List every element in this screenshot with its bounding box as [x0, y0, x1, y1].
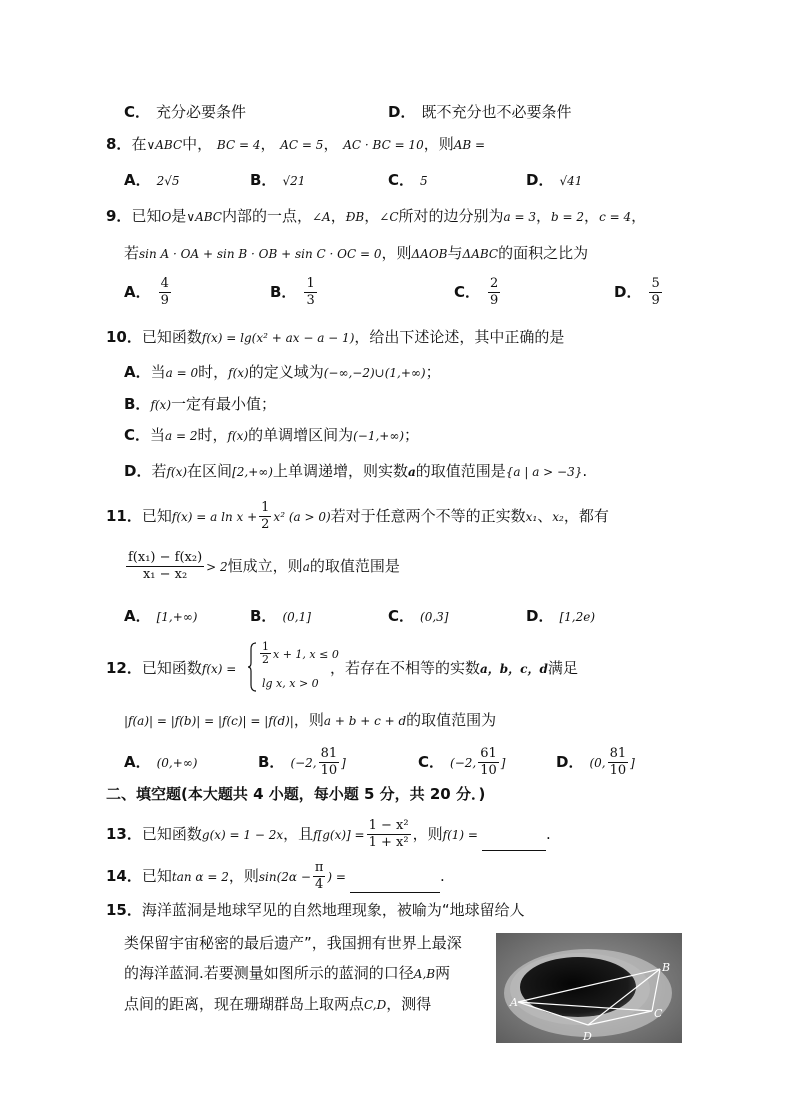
question-number: 15． [106, 901, 142, 919]
piecewise-case-2: lg x, x > 0 [262, 677, 319, 690]
text: ，测得 [386, 995, 432, 1013]
denominator: 3 [306, 293, 315, 308]
math: ∨ABC [146, 138, 183, 152]
answer-blank[interactable] [482, 836, 546, 851]
text: 时， [198, 363, 229, 381]
q7-option-c [124, 102, 246, 122]
denominator: 4 [315, 877, 324, 892]
text: ， [260, 135, 276, 153]
math: ÐB [345, 210, 365, 224]
math: f(x) [150, 398, 172, 412]
numerator: 4 [160, 276, 169, 291]
text: ，则 [381, 244, 412, 262]
text: . [582, 462, 588, 480]
math: {a | a > −3} [505, 465, 583, 479]
option-label: B． [270, 283, 297, 301]
option-label: A． [124, 283, 151, 301]
text: 在区间 [187, 462, 233, 480]
math: (−1,+∞) [353, 429, 405, 443]
fraction [313, 860, 326, 893]
math: A,B [413, 967, 436, 981]
text: ，若存在不相等的实数 [330, 659, 481, 677]
fraction [608, 746, 629, 779]
q8-option-c [388, 170, 428, 191]
math: O [161, 210, 172, 224]
option-label: B． [124, 395, 151, 413]
q11-option-b [250, 606, 311, 627]
section-heading: 二、填空题(本大题共 4 小题，每小题 5 分，共 20 分．) [106, 785, 486, 803]
fraction [367, 818, 411, 851]
math: g(x) = 1 − 2x [201, 828, 284, 842]
q9-stem-line2 [124, 243, 588, 264]
text: ，则 [293, 711, 324, 729]
option-label: A． [124, 753, 151, 771]
q14-stem [106, 860, 445, 893]
text: . [545, 825, 551, 843]
text: ， [584, 207, 600, 225]
q8-stem [106, 134, 485, 155]
q13-stem [106, 818, 551, 851]
text: ，给出下述论述，其中正确的是 [354, 328, 565, 346]
text: ，且 [283, 825, 314, 843]
math: (−2, [450, 756, 477, 770]
question-number: 8． [106, 135, 132, 153]
text: 两 [435, 964, 451, 982]
math: BC = 4 [216, 138, 261, 152]
text: ，都有 [563, 507, 609, 525]
brace-icon [248, 641, 258, 693]
denominator: 10 [320, 763, 338, 778]
numerator: 1 − x² [368, 818, 409, 833]
text: 所对的边分别为 [398, 207, 504, 225]
option-text: (0,3] [420, 610, 449, 624]
text: 时， [197, 426, 228, 444]
text: 海洋蓝洞是地球罕见的自然地理现象，被喻为“地球留给人 [141, 901, 525, 919]
option-label: C． [124, 103, 151, 121]
numerator: π [314, 860, 324, 875]
numerator: 61 [480, 746, 497, 761]
math: ∨ABC [186, 210, 222, 224]
q11-option-d [526, 606, 595, 627]
q10-option-a [124, 362, 441, 383]
math: sin(2α − [258, 870, 311, 884]
fraction [159, 276, 171, 309]
math: f(x) = [201, 662, 237, 676]
text: 恒成立，则 [227, 557, 303, 575]
q7-option-d [388, 102, 571, 122]
fraction [126, 550, 204, 583]
question-number: 14． [106, 867, 142, 885]
math: a + b + c + d [323, 714, 407, 728]
math: sin A · OA + sin B · OB + sin C · OC = 0 [139, 247, 382, 261]
text: ， [631, 207, 647, 225]
math: ΔAOB [411, 247, 448, 261]
denominator: 1 + x² [368, 835, 409, 850]
math: [2,+∞) [232, 465, 273, 479]
text: 的定义域为 [248, 363, 324, 381]
denominator: 2 [261, 517, 270, 532]
math: f[g(x)] = [313, 828, 365, 842]
math: AC = 5 [280, 138, 324, 152]
text: ， [364, 207, 380, 225]
q10-option-d [124, 461, 587, 482]
q12-option-a [124, 752, 197, 773]
option-text: 既不充分也不必要条件 [421, 103, 572, 121]
math: c = 4 [599, 210, 632, 224]
math: tan α = 2 [171, 870, 229, 884]
math: (−∞,−2)∪(1,+∞) [323, 366, 426, 380]
answer-blank[interactable] [350, 878, 440, 893]
option-label: A． [124, 607, 151, 625]
text: 已知 [141, 507, 172, 525]
q15-line4 [124, 994, 431, 1015]
math: (−2, [290, 756, 317, 770]
fraction [478, 746, 499, 779]
q11-stem-line1 [106, 500, 609, 533]
denominator: 10 [480, 763, 497, 778]
q9-option-b [270, 276, 319, 309]
math: ] [500, 756, 506, 770]
math: ] [341, 756, 346, 770]
text: 已知函数 [141, 659, 202, 677]
q11-option-c [388, 606, 448, 627]
q9-option-c [454, 276, 502, 309]
option-text: (0,+∞) [156, 756, 198, 770]
fraction [260, 641, 271, 666]
math: x₁ [525, 510, 538, 524]
math: x₂ [552, 510, 564, 524]
text: 已知 [131, 207, 162, 225]
option-label: D． [388, 103, 416, 121]
text: 的取值范围为 [406, 711, 497, 729]
q12-stem-line1-tail [330, 658, 578, 679]
point-label-c: C [654, 1007, 663, 1020]
text: ， [330, 207, 346, 225]
math: ] [630, 756, 635, 770]
q10-option-c [124, 425, 419, 446]
text: 的海洋蓝洞.若要测量如图所示的蓝洞的口径 [124, 964, 414, 982]
math: ∠C [379, 210, 399, 224]
option-label: A． [124, 363, 151, 381]
text: 若对于任意两个不等的正实数 [330, 507, 526, 525]
text: 中， [182, 135, 213, 153]
text: 的单调增区间为 [248, 426, 354, 444]
q12-option-c [418, 746, 505, 779]
math: (0, [589, 756, 606, 770]
math: f(x) [228, 366, 249, 380]
text: 的取值范围是 [309, 557, 400, 575]
math: a [407, 465, 416, 479]
option-label: B． [250, 171, 277, 189]
option-label: C． [454, 283, 481, 301]
q8-option-a [124, 170, 180, 191]
piecewise-case-1 [258, 641, 339, 666]
question-number: 13． [106, 825, 142, 843]
numerator: 1 [261, 500, 270, 515]
q9-option-d [614, 276, 664, 309]
text: ， [323, 135, 339, 153]
math: ∠A [312, 210, 331, 224]
text: 已知 [141, 867, 172, 885]
text: ，则 [412, 825, 443, 843]
q11-stem-line2 [124, 548, 400, 585]
math: f(x) = lg(x² + ax − a − 1) [201, 331, 355, 345]
text: 在 [131, 135, 147, 153]
question-number: 11． [106, 507, 142, 525]
denominator: 2 [262, 653, 269, 666]
q9-option-a [124, 276, 173, 309]
option-label: D． [556, 753, 584, 771]
text: 的取值范围是 [415, 462, 506, 480]
denominator: 10 [609, 763, 627, 778]
text: 当 [150, 426, 166, 444]
option-label: B． [258, 753, 285, 771]
fraction [319, 746, 340, 779]
option-label: D． [614, 283, 642, 301]
math: a = 3 [503, 210, 537, 224]
text: . [439, 867, 445, 885]
text: 点间的距离，现在珊瑚群岛上取两点 [124, 995, 365, 1013]
math: a = 0 [165, 366, 199, 380]
math: x + 1, x ≤ 0 [273, 648, 339, 661]
option-label: D． [526, 171, 554, 189]
text: ，则 [423, 135, 454, 153]
option-text: 5 [420, 174, 428, 188]
q12-piecewise [248, 640, 339, 693]
q12-option-d [556, 746, 635, 779]
option-text: (0,1] [282, 610, 311, 624]
numerator: 1 [306, 276, 315, 291]
q15-line1 [106, 900, 525, 920]
math: a [302, 560, 310, 574]
math: f(x) = a ln x + [171, 510, 258, 524]
q10-option-b [124, 394, 276, 415]
question-number: 12． [106, 659, 142, 677]
point-label-a: A [510, 996, 518, 1009]
blue-hole-photo [496, 933, 682, 1043]
math: f(1) = [442, 828, 478, 842]
question-number: 10． [106, 328, 142, 346]
math: f(x) [166, 465, 188, 479]
math: f(x) [227, 429, 249, 443]
math: C,D [364, 998, 387, 1012]
q12-stem-line1 [106, 658, 236, 679]
fraction [488, 276, 500, 309]
question-number: 9． [106, 207, 132, 225]
numerator: f(x₁) − f(x₂) [128, 550, 203, 565]
text: ； [404, 426, 420, 444]
q8-option-b [250, 170, 305, 191]
numerator: 81 [609, 746, 627, 761]
blue-hole-figure [496, 933, 682, 1043]
denominator: 9 [651, 293, 660, 308]
math: > 2 [206, 560, 228, 574]
math: ) = [327, 870, 346, 884]
numerator: 5 [651, 276, 660, 291]
option-label: D． [526, 607, 554, 625]
denominator: 9 [490, 293, 499, 308]
text: ，则 [228, 867, 259, 885]
text: 是 [171, 207, 187, 225]
option-text: 2√5 [156, 174, 180, 188]
option-label: C． [418, 753, 445, 771]
q12-option-b [258, 746, 346, 779]
numerator: 2 [490, 276, 499, 291]
fraction [304, 276, 316, 309]
math: a = 2 [165, 429, 198, 443]
q11-option-a [124, 606, 197, 627]
text: 的面积之比为 [498, 244, 589, 262]
text: 已知函数 [141, 328, 202, 346]
math: x² (a > 0) [273, 510, 331, 524]
option-text: [1,2e) [559, 610, 596, 624]
q15-line2: 类保留宇宙秘密的最后遗产”，我国拥有世界上最深 [124, 934, 462, 952]
q9-stem-line1 [106, 206, 646, 227]
denominator: 9 [160, 293, 169, 308]
denominator: x₁ − x₂ [142, 567, 188, 582]
q8-option-d [526, 170, 582, 191]
q10-stem [106, 327, 564, 348]
text: ， [536, 207, 552, 225]
math: AC · BC = 10 [343, 138, 424, 152]
option-label: C． [124, 426, 151, 444]
numerator: 81 [320, 746, 338, 761]
text: 若 [124, 244, 140, 262]
text: 与 [447, 244, 463, 262]
text: 若 [151, 462, 167, 480]
fraction [259, 500, 271, 533]
text: 当 [150, 363, 166, 381]
option-label: A． [124, 171, 151, 189]
text: 上单调递增，则实数 [272, 462, 408, 480]
math: |f(a)| = |f(b)| = |f(c)| = |f(d)| [124, 714, 294, 728]
option-text: 充分必要条件 [156, 103, 247, 121]
text: 一定有最小值； [171, 395, 277, 413]
option-label: C． [388, 171, 415, 189]
q12-stem-line2 [124, 710, 496, 731]
text: 满足 [547, 659, 578, 677]
option-text: √41 [559, 174, 583, 188]
text: ； [425, 363, 441, 381]
point-label-d: D [583, 1030, 592, 1043]
numerator: 1 [262, 640, 269, 653]
q15-line3 [124, 963, 450, 984]
option-label: C． [388, 607, 415, 625]
text: 、 [537, 507, 553, 525]
text: 已知函数 [141, 825, 202, 843]
fraction [649, 276, 661, 309]
math: a，b，c，d [480, 662, 548, 676]
option-text: [1,+∞) [156, 610, 198, 624]
text: 内部的一点， [221, 207, 312, 225]
option-label: D． [124, 462, 152, 480]
math: AB = [453, 138, 486, 152]
math: b = 2 [551, 210, 585, 224]
option-text: √21 [282, 174, 306, 188]
option-label: B． [250, 607, 277, 625]
point-label-b: B [662, 961, 671, 974]
math: ΔABC [462, 247, 499, 261]
